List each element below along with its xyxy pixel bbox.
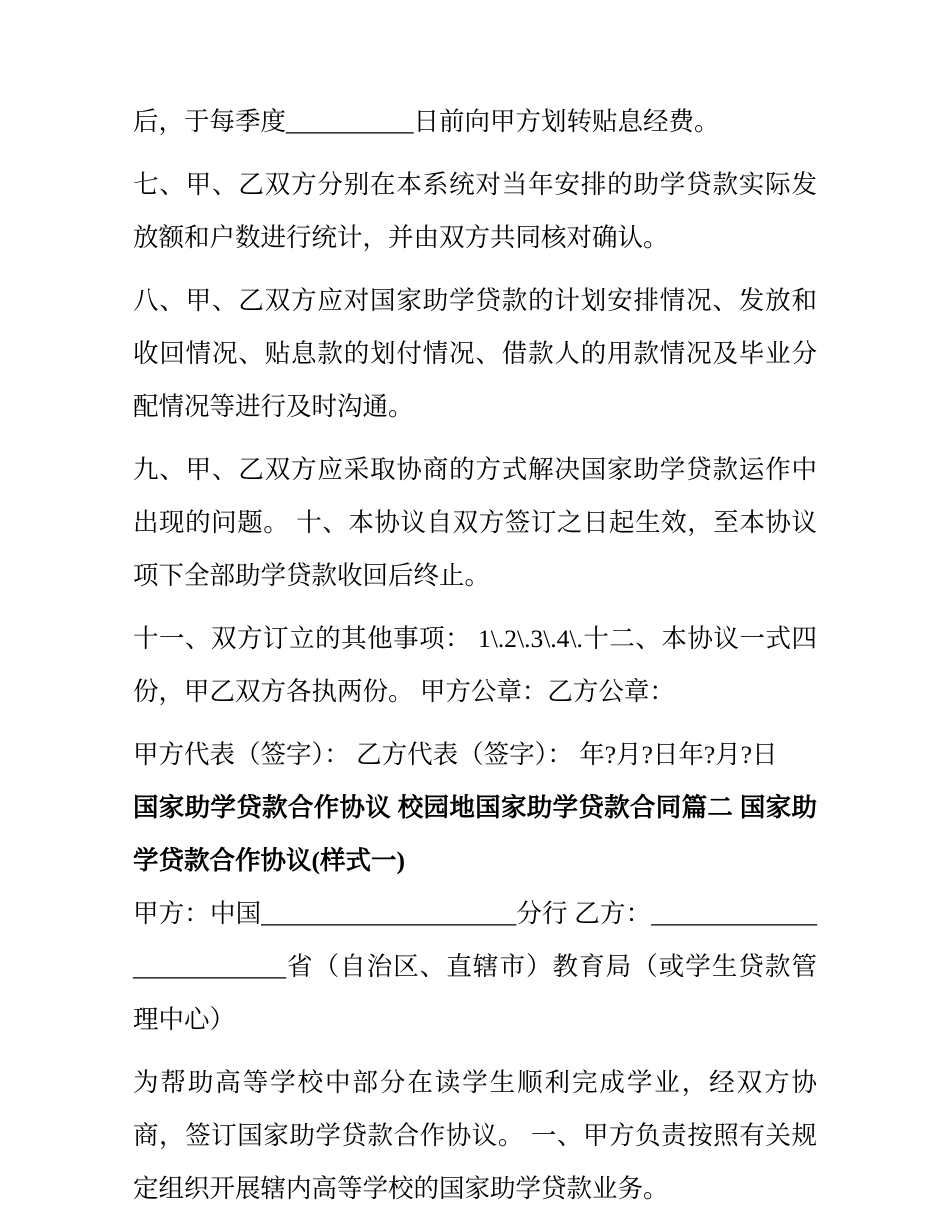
paragraph-7-heading: 国家助学贷款合作协议 校园地国家助学贷款合同篇二 国家助学贷款合作协议(样式一) xyxy=(133,793,817,875)
paragraph-9: 为帮助高等学校中部分在读学生顺利完成学业，经双方协商，签订国家助学贷款合作协议。 一、甲方负责按照有关规定组织开展辖内高等学校的国家助学贷款业务。 xyxy=(133,1068,817,1203)
paragraph-8: 甲方：中国____________________分行 乙方：_________________________省（自治区、直辖市）教育局（或学生贷款管理中心） xyxy=(133,899,817,1034)
paragraph-5: 十一、双方订立的其他事项： 1\.2\.3\.4\.十二、本协议一式四份，甲乙双方各执两份。 甲方公章：乙方公章： xyxy=(133,624,817,706)
document-body xyxy=(133,95,817,1215)
paragraph-4: 九、甲、乙双方应采取协商的方式解决国家助学贷款运作中出现的问题。 十、本协议自双方签订之日起生效，至本协议项下全部助学贷款收回后终止。 xyxy=(133,455,817,590)
paragraph-1: 后，于每季度__________日前向甲方划转贴息经费。 xyxy=(133,107,720,136)
paragraph-3: 八、甲、乙双方应对国家助学贷款的计划安排情况、发放和收回情况、贴息款的划付情况、借款人的用款情况及毕业分配情况等进行及时沟通。 xyxy=(133,286,817,421)
paragraph-6: 甲方代表（签字）： 乙方代表（签字）： 年?月?日年?月?日 xyxy=(133,740,778,769)
paragraph-2: 七、甲、乙双方分别在本系统对当年安排的助学贷款实际发放额和户数进行统计，并由双方共同核对确认。 xyxy=(133,170,817,252)
